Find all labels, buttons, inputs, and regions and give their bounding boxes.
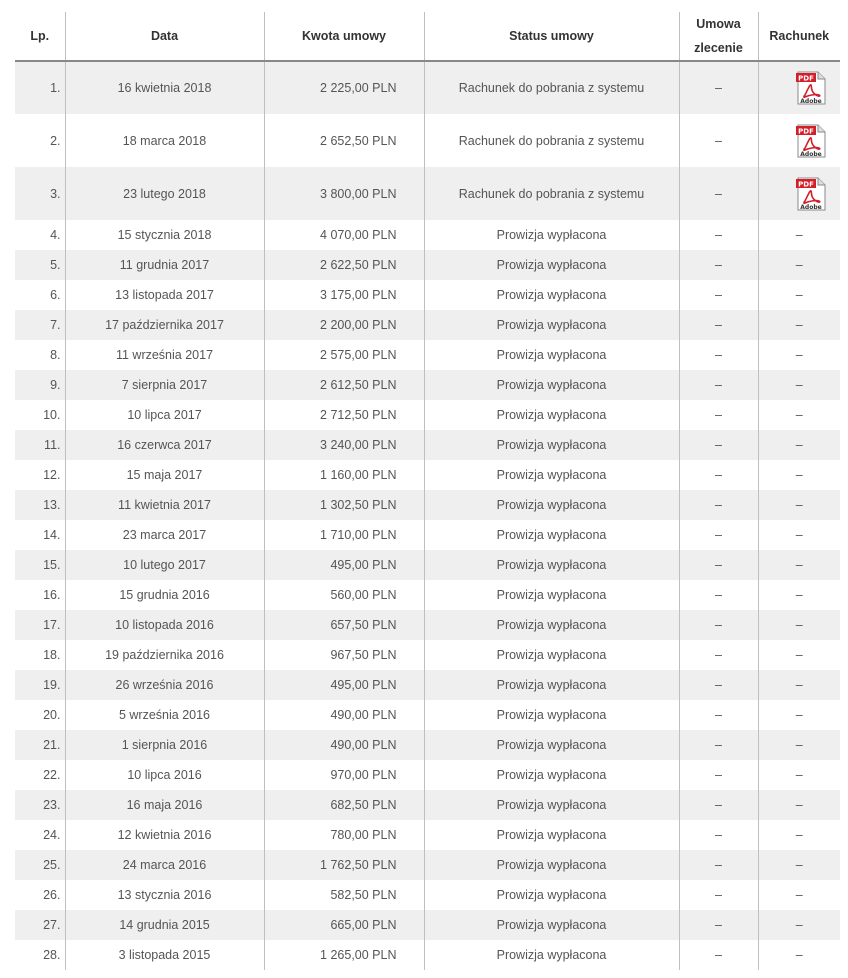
row-umowa-zlecenie: – xyxy=(679,460,758,490)
row-rachunek: – xyxy=(758,610,840,640)
table-row xyxy=(15,730,840,760)
row-date: 1 sierpnia 2016 xyxy=(65,730,264,760)
table-row xyxy=(15,400,840,430)
row-umowa-zlecenie: – xyxy=(679,167,758,220)
table-row xyxy=(15,430,840,460)
row-number: 11. xyxy=(15,430,65,460)
row-rachunek: – xyxy=(758,850,840,880)
row-date: 26 września 2016 xyxy=(65,670,264,700)
row-amount: 2 200,00 PLN xyxy=(264,310,424,340)
row-status: Prowizja wypłacona xyxy=(424,490,679,520)
row-status: Prowizja wypłacona xyxy=(424,400,679,430)
header-umowa-zlecenie xyxy=(679,12,758,61)
row-amount: 3 175,00 PLN xyxy=(264,280,424,310)
row-status: Prowizja wypłacona xyxy=(424,430,679,460)
row-status: Prowizja wypłacona xyxy=(424,370,679,400)
svg-text:PDF: PDF xyxy=(798,127,815,135)
row-date: 11 kwietnia 2017 xyxy=(65,490,264,520)
row-number: 27. xyxy=(15,910,65,940)
pdf-download-icon[interactable] xyxy=(796,124,826,158)
row-status: Prowizja wypłacona xyxy=(424,700,679,730)
row-amount: 682,50 PLN xyxy=(264,790,424,820)
row-amount: 970,00 PLN xyxy=(264,760,424,790)
row-number: 6. xyxy=(15,280,65,310)
table-row xyxy=(15,167,840,220)
row-number: 3. xyxy=(15,167,65,220)
row-status: Prowizja wypłacona xyxy=(424,610,679,640)
row-umowa-zlecenie: – xyxy=(679,820,758,850)
row-umowa-zlecenie: – xyxy=(679,520,758,550)
row-status: Prowizja wypłacona xyxy=(424,730,679,760)
row-date: 15 grudnia 2016 xyxy=(65,580,264,610)
table-row xyxy=(15,340,840,370)
row-rachunek: – xyxy=(758,490,840,520)
row-date: 23 marca 2017 xyxy=(65,520,264,550)
row-umowa-zlecenie: – xyxy=(679,910,758,940)
row-date: 16 maja 2016 xyxy=(65,790,264,820)
row-rachunek: – xyxy=(758,310,840,340)
row-status: Prowizja wypłacona xyxy=(424,850,679,880)
header-data: Data xyxy=(65,12,264,61)
row-number: 8. xyxy=(15,340,65,370)
row-status: Rachunek do pobrania z systemu xyxy=(424,114,679,167)
row-number: 1. xyxy=(15,61,65,114)
row-umowa-zlecenie: – xyxy=(679,340,758,370)
row-umowa-zlecenie: – xyxy=(679,490,758,520)
row-umowa-zlecenie: – xyxy=(679,250,758,280)
row-number: 24. xyxy=(15,820,65,850)
row-umowa-zlecenie: – xyxy=(679,550,758,580)
row-amount: 2 225,00 PLN xyxy=(264,61,424,114)
row-amount: 3 800,00 PLN xyxy=(264,167,424,220)
row-amount: 582,50 PLN xyxy=(264,880,424,910)
row-umowa-zlecenie: – xyxy=(679,370,758,400)
table-row xyxy=(15,610,840,640)
row-status: Prowizja wypłacona xyxy=(424,790,679,820)
row-number: 14. xyxy=(15,520,65,550)
row-rachunek: – xyxy=(758,730,840,760)
table-header-row xyxy=(15,12,840,61)
row-rachunek: – xyxy=(795,708,803,722)
row-umowa-zlecenie: – xyxy=(679,114,758,167)
row-number: 2. xyxy=(15,114,65,167)
row-amount: 1 710,00 PLN xyxy=(264,520,424,550)
header-umowa-line2: zlecenie xyxy=(694,41,743,55)
row-umowa-zlecenie: – xyxy=(679,880,758,910)
row-date: 10 listopada 2016 xyxy=(65,610,264,640)
row-umowa-zlecenie: – xyxy=(679,700,758,730)
row-rachunek: – xyxy=(758,670,840,700)
table-row xyxy=(15,310,840,340)
header-status: Status umowy xyxy=(424,12,679,61)
table-row xyxy=(15,550,840,580)
row-number: 18. xyxy=(15,640,65,670)
row-date: 16 kwietnia 2018 xyxy=(65,61,264,114)
row-number: 23. xyxy=(15,790,65,820)
table-row xyxy=(15,820,840,850)
row-number: 22. xyxy=(15,760,65,790)
table-row xyxy=(15,880,840,910)
row-number: 17. xyxy=(15,610,65,640)
contracts-table xyxy=(15,12,840,970)
row-umowa-zlecenie: – xyxy=(679,61,758,114)
row-date: 23 lutego 2018 xyxy=(65,167,264,220)
table-body xyxy=(15,61,840,970)
row-status: Prowizja wypłacona xyxy=(424,670,679,700)
row-date: 24 marca 2016 xyxy=(65,850,264,880)
row-amount: 1 160,00 PLN xyxy=(264,460,424,490)
row-amount: 490,00 PLN xyxy=(264,730,424,760)
row-rachunek: – xyxy=(795,408,803,422)
row-number: 13. xyxy=(15,490,65,520)
row-number: 21. xyxy=(15,730,65,760)
row-number: 20. xyxy=(15,700,65,730)
table-row xyxy=(15,114,840,167)
row-date: 15 maja 2017 xyxy=(65,460,264,490)
svg-text:Adobe: Adobe xyxy=(800,203,822,211)
table-row xyxy=(15,580,840,610)
table-row xyxy=(15,940,840,970)
row-umowa-zlecenie: – xyxy=(679,430,758,460)
row-amount: 1 302,50 PLN xyxy=(264,490,424,520)
row-amount: 657,50 PLN xyxy=(264,610,424,640)
row-amount: 2 652,50 PLN xyxy=(264,114,424,167)
row-umowa-zlecenie: – xyxy=(679,640,758,670)
row-date: 13 stycznia 2016 xyxy=(65,880,264,910)
row-status: Prowizja wypłacona xyxy=(424,820,679,850)
row-amount: 4 070,00 PLN xyxy=(264,220,424,250)
row-umowa-zlecenie: – xyxy=(679,580,758,610)
row-umowa-zlecenie: – xyxy=(679,850,758,880)
row-status: Prowizja wypłacona xyxy=(424,340,679,370)
row-rachunek: – xyxy=(795,828,803,842)
table-row xyxy=(15,760,840,790)
row-rachunek: – xyxy=(758,910,840,940)
row-date: 5 września 2016 xyxy=(65,700,264,730)
row-amount: 2 612,50 PLN xyxy=(264,370,424,400)
row-umowa-zlecenie: – xyxy=(679,610,758,640)
row-number: 4. xyxy=(15,220,65,250)
row-number: 5. xyxy=(15,250,65,280)
row-status: Prowizja wypłacona xyxy=(424,880,679,910)
row-rachunek xyxy=(758,114,840,167)
row-status: Prowizja wypłacona xyxy=(424,640,679,670)
row-number: 26. xyxy=(15,880,65,910)
row-rachunek: – xyxy=(795,288,803,302)
pdf-download-icon[interactable] xyxy=(796,71,826,105)
row-amount: 3 240,00 PLN xyxy=(264,430,424,460)
row-rachunek: – xyxy=(795,888,803,902)
row-date: 11 grudnia 2017 xyxy=(65,250,264,280)
table-row xyxy=(15,850,840,880)
row-date: 11 września 2017 xyxy=(65,340,264,370)
row-amount: 665,00 PLN xyxy=(264,910,424,940)
row-rachunek: – xyxy=(758,250,840,280)
row-number: 28. xyxy=(15,940,65,970)
row-rachunek xyxy=(758,167,840,220)
row-date: 10 lipca 2016 xyxy=(65,760,264,790)
row-number: 9. xyxy=(15,370,65,400)
row-rachunek: – xyxy=(795,228,803,242)
row-rachunek: – xyxy=(795,768,803,782)
row-number: 12. xyxy=(15,460,65,490)
row-date: 3 listopada 2015 xyxy=(65,940,264,970)
row-umowa-zlecenie: – xyxy=(679,310,758,340)
row-status: Prowizja wypłacona xyxy=(424,220,679,250)
table-row xyxy=(15,220,840,250)
table-row xyxy=(15,670,840,700)
row-status: Prowizja wypłacona xyxy=(424,310,679,340)
row-rachunek: – xyxy=(758,790,840,820)
row-rachunek: – xyxy=(795,348,803,362)
row-amount: 495,00 PLN xyxy=(264,550,424,580)
row-status: Prowizja wypłacona xyxy=(424,250,679,280)
row-date: 16 czerwca 2017 xyxy=(65,430,264,460)
row-status: Prowizja wypłacona xyxy=(424,940,679,970)
row-rachunek: – xyxy=(795,528,803,542)
row-status: Prowizja wypłacona xyxy=(424,460,679,490)
row-umowa-zlecenie: – xyxy=(679,280,758,310)
row-amount: 1 762,50 PLN xyxy=(264,850,424,880)
row-amount: 2 575,00 PLN xyxy=(264,340,424,370)
row-date: 14 grudnia 2015 xyxy=(65,910,264,940)
row-number: 15. xyxy=(15,550,65,580)
row-umowa-zlecenie: – xyxy=(679,220,758,250)
row-number: 25. xyxy=(15,850,65,880)
row-number: 19. xyxy=(15,670,65,700)
row-umowa-zlecenie: – xyxy=(679,790,758,820)
row-amount: 967,50 PLN xyxy=(264,640,424,670)
svg-text:PDF: PDF xyxy=(798,74,815,83)
row-amount: 490,00 PLN xyxy=(264,700,424,730)
row-status: Prowizja wypłacona xyxy=(424,520,679,550)
svg-text:Adobe: Adobe xyxy=(800,98,822,105)
row-amount: 560,00 PLN xyxy=(264,580,424,610)
table-row xyxy=(15,250,840,280)
table-row xyxy=(15,700,840,730)
header-lp: Lp. xyxy=(15,12,65,61)
row-date: 13 listopada 2017 xyxy=(65,280,264,310)
row-amount: 2 622,50 PLN xyxy=(264,250,424,280)
row-rachunek xyxy=(758,61,840,114)
table-row xyxy=(15,790,840,820)
table-row xyxy=(15,370,840,400)
row-status: Prowizja wypłacona xyxy=(424,280,679,310)
row-amount: 2 712,50 PLN xyxy=(264,400,424,430)
row-umowa-zlecenie: – xyxy=(679,760,758,790)
row-status: Rachunek do pobrania z systemu xyxy=(424,61,679,114)
row-date: 10 lutego 2017 xyxy=(65,550,264,580)
row-amount: 495,00 PLN xyxy=(264,670,424,700)
table-row xyxy=(15,520,840,550)
row-date: 15 stycznia 2018 xyxy=(65,220,264,250)
header-kwota: Kwota umowy xyxy=(264,12,424,61)
row-rachunek: – xyxy=(795,468,803,482)
row-date: 10 lipca 2017 xyxy=(65,400,264,430)
row-amount: 780,00 PLN xyxy=(264,820,424,850)
svg-text:PDF: PDF xyxy=(798,180,815,188)
row-status: Prowizja wypłacona xyxy=(424,910,679,940)
header-rachunek: Rachunek xyxy=(758,12,840,61)
row-rachunek: – xyxy=(758,550,840,580)
row-status: Rachunek do pobrania z systemu xyxy=(424,167,679,220)
row-amount: 1 265,00 PLN xyxy=(264,940,424,970)
table-row xyxy=(15,640,840,670)
table-row xyxy=(15,490,840,520)
row-date: 19 października 2016 xyxy=(65,640,264,670)
table-row xyxy=(15,910,840,940)
row-rachunek: – xyxy=(758,370,840,400)
row-status: Prowizja wypłacona xyxy=(424,760,679,790)
row-umowa-zlecenie: – xyxy=(679,730,758,760)
row-umowa-zlecenie: – xyxy=(679,400,758,430)
row-number: 7. xyxy=(15,310,65,340)
row-rachunek: – xyxy=(795,948,803,962)
pdf-download-icon[interactable] xyxy=(796,177,826,211)
row-date: 18 marca 2018 xyxy=(65,114,264,167)
row-umowa-zlecenie: – xyxy=(679,940,758,970)
row-number: 10. xyxy=(15,400,65,430)
row-number: 16. xyxy=(15,580,65,610)
table-row xyxy=(15,460,840,490)
row-date: 12 kwietnia 2016 xyxy=(65,820,264,850)
row-rachunek: – xyxy=(795,588,803,602)
svg-text:Adobe: Adobe xyxy=(800,150,822,158)
row-rachunek: – xyxy=(795,648,803,662)
header-umowa-line1: Umowa xyxy=(696,17,741,31)
row-rachunek: – xyxy=(758,430,840,460)
table-row xyxy=(15,280,840,310)
row-date: 7 sierpnia 2017 xyxy=(65,370,264,400)
row-status: Prowizja wypłacona xyxy=(424,580,679,610)
row-status: Prowizja wypłacona xyxy=(424,550,679,580)
table-row xyxy=(15,61,840,114)
row-date: 17 października 2017 xyxy=(65,310,264,340)
row-umowa-zlecenie: – xyxy=(679,670,758,700)
